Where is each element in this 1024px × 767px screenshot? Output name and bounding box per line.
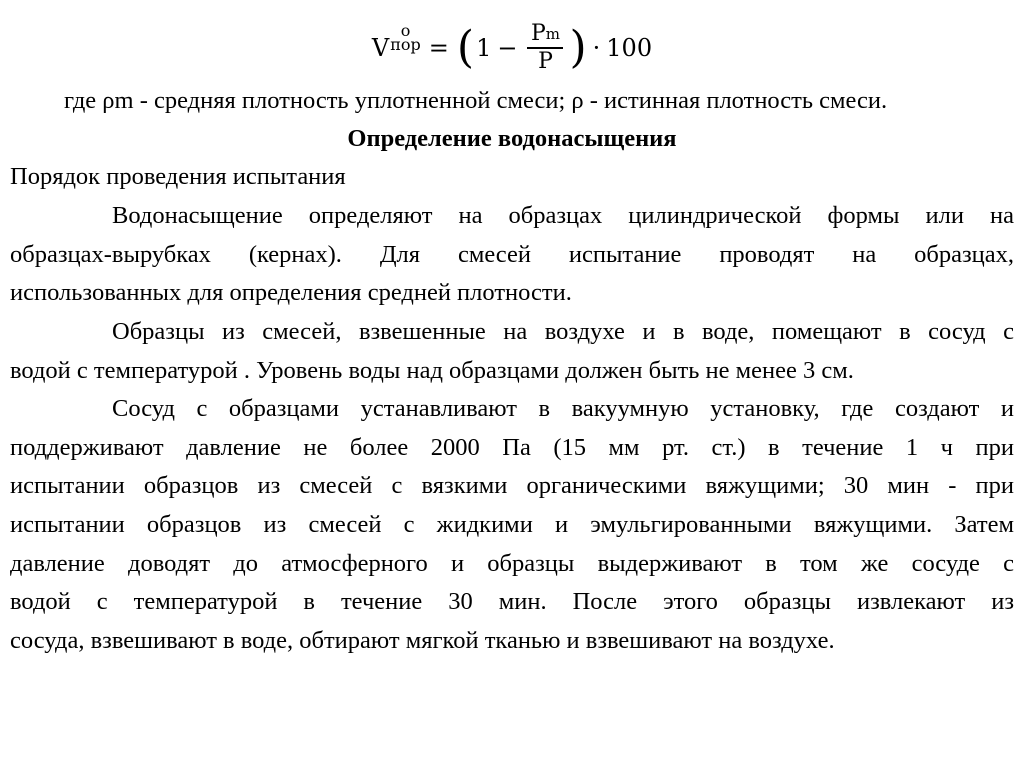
formula-equals: = (428, 33, 449, 62)
paragraph-line: Образцы из смесей, взвешенные на воздухе и в воде, помещают в сосуд с (112, 318, 1014, 345)
formula-left-paren: ( (456, 21, 475, 73)
formula-symbol: V о пор (371, 20, 421, 62)
formula-minus: − (497, 33, 518, 62)
formula-superscript: о (400, 20, 411, 40)
paragraph-line: образцах-вырубках (кернах). Для смесей испытание проводят на образцах, (10, 241, 1014, 268)
paragraph-line: Водонасыщение определяют на образцах цилиндрической формы или на (112, 202, 1014, 229)
paragraph-line: давление доводят до атмосферного и образцы выдерживают в том же сосуде с (10, 550, 1014, 577)
fraction-denominator: P (538, 48, 553, 74)
formula-hundred: 100 (606, 33, 653, 62)
where-line: где ρm - средняя плотность уплотненной смеси; ρ - истинная плотность смеси. (64, 87, 888, 114)
formula-subscript: пор (390, 34, 421, 54)
formula-fraction (527, 22, 563, 74)
paragraph-line: испытании образцов из смесей с жидкими и эмульгированными вяжущими. Затем (10, 511, 1014, 538)
paragraph-line: водой с температурой в течение 30 мин. После этого образцы извлекают из (10, 588, 1014, 615)
formula-right-paren: ) (569, 21, 587, 73)
paragraph-line: Сосуд с образцами устанавливают в вакуумную установку, где создают и (112, 395, 1014, 422)
paragraph-line: испытании образцов из смесей с вязкими органическими вяжущими; 30 мин - при (10, 472, 1014, 499)
formula-one: 1 (476, 33, 492, 62)
paragraph-line: водой с температурой . Уровень воды над образцами должен быть не менее 3 см. (10, 357, 854, 384)
section-heading: Определение водонасыщения (347, 125, 677, 152)
formula-times: · (592, 33, 601, 62)
section-subheading: Порядок проведения испытания (10, 163, 346, 190)
fraction-numerator: P m (530, 21, 560, 46)
paragraph-line: поддерживают давление не более 2000 Па (15 мм рт. ст.) в течение 1 ч при (10, 434, 1014, 461)
paragraph-line: сосуда, взвешивают в воде, обтирают мягкой тканью и взвешивают на воздухе. (10, 627, 835, 654)
porosity-formula (0, 22, 1024, 80)
paragraph-line: использованных для определения средней плотности. (10, 279, 572, 306)
